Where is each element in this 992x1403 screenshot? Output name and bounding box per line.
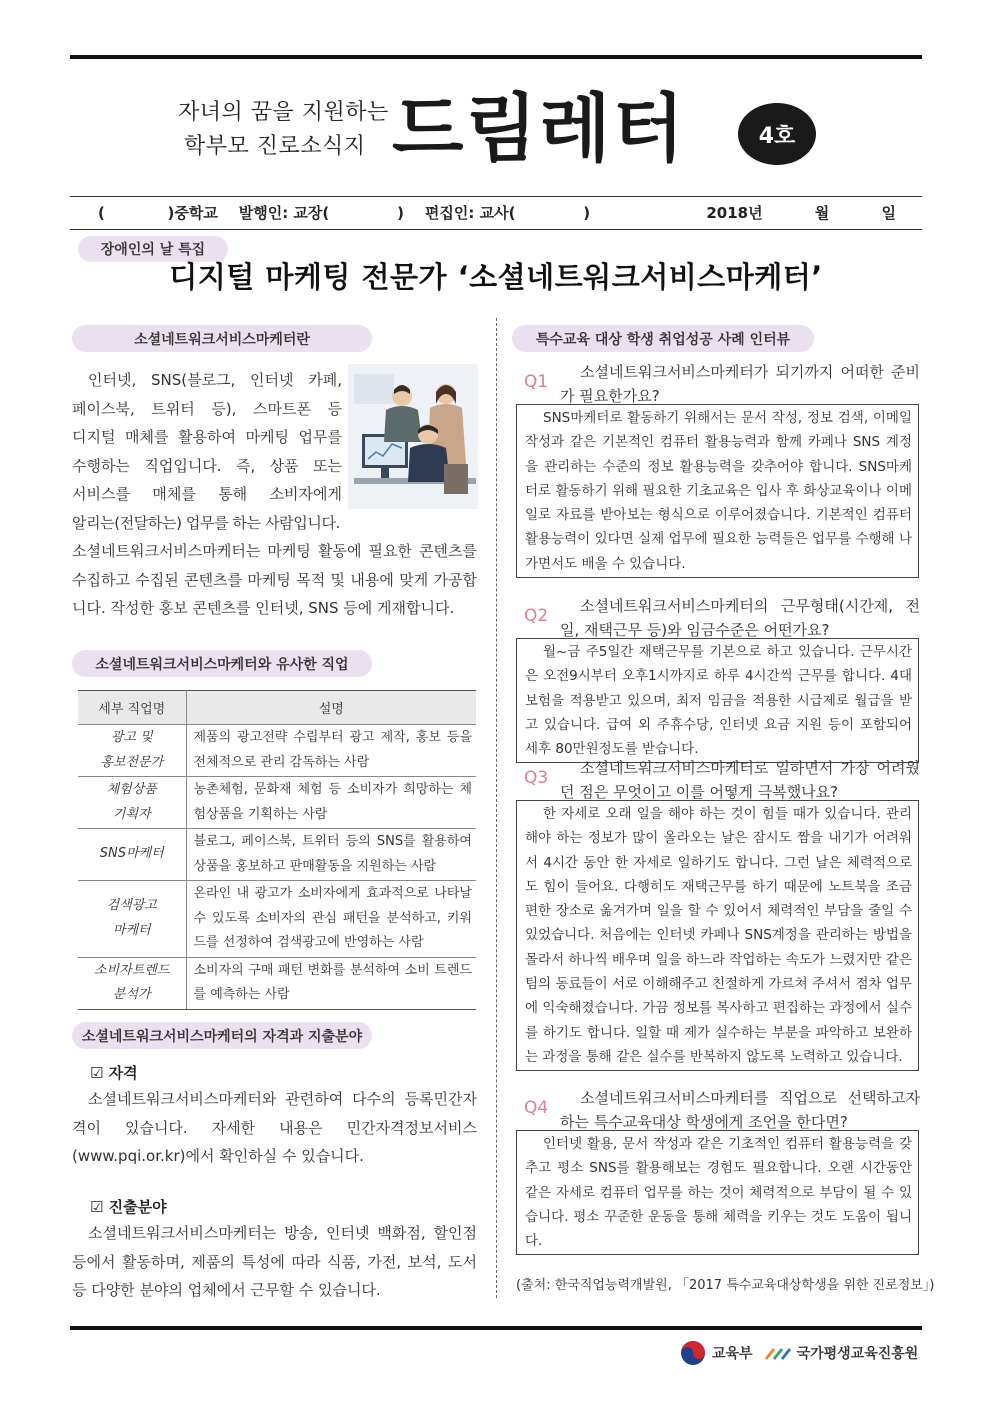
question-number: Q1 — [524, 372, 549, 392]
section-title-similar-jobs: 소셜네트워크서비스마케터와 유사한 직업 — [72, 650, 372, 677]
masthead-subtitle-line2: 학부모 진로소식지 — [184, 134, 366, 159]
job-name: SNS마케터 — [78, 829, 186, 881]
question-number: Q4 — [524, 1098, 549, 1118]
special-issue-badge: 장애인의 날 특집 — [78, 236, 228, 262]
publication-info-bar — [70, 196, 922, 230]
publication-date: 2018년 월 일 — [706, 204, 896, 222]
logo-nile-label: 국가평생교육진흥원 — [796, 1346, 919, 1362]
qualification-text: 소셜네트워크서비스마케터와 관련하여 다수의 등록민간자격이 있습니다. 자세한 내용은 민간자격정보서비스(www.pqi.or.kr)에서 확인하실 수 있습니다. — [72, 1090, 477, 1165]
table-row — [78, 777, 476, 829]
taegeuk-logo-icon — [680, 1340, 706, 1366]
section-title-about: 소셜네트워크서비스마케터란 — [72, 325, 372, 352]
table-header-job: 세부 직업명 — [78, 691, 186, 725]
job-desc: 소비자의 구매 패턴 변화를 분석하여 소비 트렌드를 예측하는 사람 — [186, 957, 476, 1009]
footer-logos — [680, 1336, 918, 1370]
about-line: 디지털 매체를 활용하여 마케팅 업무를 — [72, 428, 342, 446]
masthead-subtitle-line1: 자녀의 꿈을 지원하는 — [178, 100, 389, 125]
issue-badge: 4호 — [738, 103, 816, 165]
table-header-row — [78, 691, 476, 725]
question-2 — [524, 594, 920, 639]
job-desc: 블로그, 페이스북, 트위터 등의 SNS를 활용하여 상품을 홍보하고 판매활동을 지원하는 사람 — [186, 829, 476, 881]
headline: 디지털 마케팅 전문가 ‘소셜네트워크서비스마케터’ — [169, 260, 823, 294]
section-title-interview: 특수교육 대상 학생 취업성공 사례 인터뷰 — [512, 325, 814, 352]
job-desc: 온라인 내 광고가 소비자에게 효과적으로 나타날 수 있도록 소비자의 관심 패턴을 분석하고, 키워드를 선정하여 검색광고에 반영하는 사람 — [186, 881, 476, 958]
job-desc: 제품의 광고전략 수립부터 광고 제작, 홍보 등을 전체적으로 관리 감독하는 사람 — [186, 725, 476, 777]
career-field-text: 소셜네트워크서비스마케터는 방송, 인터넷 백화점, 할인점 등에서 활동하며, 제품의 특성에 따라 식품, 가전, 보석, 도서 등 다양한 분야의 업체에서 근무할 수 있습니다. — [72, 1224, 477, 1299]
answer-4: 인터넷 활용, 문서 작성과 같은 기초적인 컴퓨터 활용능력을 갖추고 평소 SNS를 활용해보는 경험도 필요합니다. 오랜 시간동안 같은 자세로 컴퓨터 업무를 하는 것이 체력적으로 부담이 될 수 있습니다. 평소 꾸준한 운동을 통해 체력을 키우는 것도 도움이 됩니다. — [516, 1130, 919, 1255]
masthead-title: 드림레터 — [392, 86, 686, 172]
job-desc: 농촌체험, 문화재 체험 등 소비자가 희망하는 체험상품을 기획하는 사람 — [186, 777, 476, 829]
about-line: 인터넷, SNS(블로그, 인터넷 카페, — [88, 371, 342, 389]
about-line: 알리는(전달하는) 업무를 하는 사람입니다. — [72, 513, 340, 532]
career-field-heading: ☑ 진출분야 — [90, 1198, 167, 1216]
question-3 — [524, 756, 920, 801]
about-line: 서비스를 매체를 통해 소비자에게 — [72, 485, 342, 503]
table-row — [78, 957, 476, 1009]
office-workers-illustration-svg — [348, 364, 478, 509]
masthead-subtitle — [178, 96, 389, 164]
answer-2: 월~금 주5일간 재택근무를 기본으로 하고 있습니다. 근무시간은 오전9시부터 오후1시까지로 하루 4시간씩 근무를 합니다. 4대 보험을 적용받고 있으며, 최저 임금을 적용한 시급제로 월급을 받고 있습니다. 급여 외 주휴수당, 인터넷 요금 지원 등이 포함되어 세후 80만원정도를 받습니다. — [516, 638, 919, 763]
job-name: 소비자트렌드 분석가 — [78, 957, 186, 1009]
question-text: 소셜네트워크서비스마케터를 직업으로 선택하고자 하는 특수교육대상 학생에게 조언을 한다면? — [560, 1089, 920, 1131]
table-row — [78, 829, 476, 881]
office-workers-illustration — [348, 364, 478, 509]
publication-info-left: ( )중학교 발행인: 교장( ) 편집인: 교사( ) — [98, 204, 591, 222]
similar-jobs-table — [78, 690, 476, 1010]
question-text: 소셜네트워크서비스마케터로 일하면서 가장 어려웠던 점은 무엇이고 이를 어떻게 극복했나요? — [560, 759, 920, 801]
question-1 — [524, 360, 920, 405]
job-name: 광고 및 홍보전문가 — [78, 725, 186, 777]
column-divider — [496, 318, 497, 1298]
top-rule — [70, 55, 922, 59]
about-paragraph-2: 소셜네트워크서비스마케터는 마케팅 활동에 필요한 콘텐츠를 수집하고 수집된 콘텐츠를 마케팅 목적 및 내용에 맞게 가공합니다. 작성한 홍보 콘텐츠를 인터넷, SNS 등에 게재합니다. — [72, 542, 477, 617]
answer-1: SNS마케터로 활동하기 위해서는 문서 작성, 정보 검색, 이메일 작성과 같은 기본적인 컴퓨터 활용능력과 함께 카페나 SNS 계정을 관리하는 수준의 정보 활용능력을 갖추어야 합니다. SNS마케터로 활동하기 위해 필요한 기초교육은 입사 후 화상교육이나 이메일로 자료를 받아보는 형식으로 이루어졌습니다. 기본적인 컴퓨터 활용능력이 있다면 실제 업무에 필요한 능력들은 업무를 수행해 나가면서도 배울 수 있습니다. — [516, 404, 919, 578]
question-4 — [524, 1086, 920, 1131]
question-text: 소셜네트워크서비스마케터의 근무형태(시간제, 전일, 재택근무 등)와 임금수준은 어떤가요? — [560, 597, 920, 639]
table-header-desc: 설명 — [186, 691, 476, 725]
about-line: 수행하는 직업입니다. 즉, 상품 또는 — [72, 456, 342, 475]
question-number: Q3 — [524, 768, 549, 788]
question-number: Q2 — [524, 606, 549, 626]
job-name: 체험상품 기획자 — [78, 777, 186, 829]
answer-3: 한 자세로 오래 일을 해야 하는 것이 힘들 때가 있습니다. 관리해야 하는 정보가 많이 올라오는 날은 잠시도 짬을 내기가 어려워서 4시간 동안 한 자세로 일하기도 합니다. 그런 날은 체력적으로도 힘이 들어요. 다행히도 재택근무를 하기 때문에 노트북을 조금 편한 장소로 옮겨가며 일을 할 수 있어서 체력적인 부담을 줄일 수 있었습니다. 처음에는 인터넷 카페나 SNS계정을 관리하는 방법을 몰라서 하나씩 배우며 일을 하느라 작업하는 속도가 느렸지만 같은 팀의 동료들이 서로 이해해주고 친절하게 가르쳐 주셔서 점차 업무에 익숙해졌습니다. 가끔 정보를 복사하고 편집하는 과정에서 실수를 하기도 합니다. 일할 때 제가 실수하는 부분을 파악하고 보완하는 과정을 통해 같은 실수를 반복하지 않도록 노력하고 있습니다. — [516, 800, 919, 1071]
qualification-heading: ☑ 자격 — [90, 1064, 138, 1082]
source-citation: (출처: 한국직업능력개발원, 「2017 특수교육대상학생을 위한 진로정보」) — [516, 1278, 935, 1293]
section-title-qualification: 소셜네트워크서비스마케터의 자격과 지출분야 — [72, 1022, 372, 1049]
logo-ministry-label: 교육부 — [712, 1346, 753, 1362]
job-name: 검색광고 마케터 — [78, 881, 186, 958]
nile-logo-icon — [763, 1344, 793, 1362]
about-paragraph-1 — [72, 366, 342, 537]
question-text: 소셜네트워크서비스마케터가 되기까지 어떠한 준비가 필요한가요? — [560, 363, 920, 405]
table-row — [78, 881, 476, 958]
about-line: 페이스북, 트위터 등), 스마트폰 등 — [72, 399, 342, 418]
table-row — [78, 725, 476, 777]
bottom-rule — [70, 1326, 922, 1330]
